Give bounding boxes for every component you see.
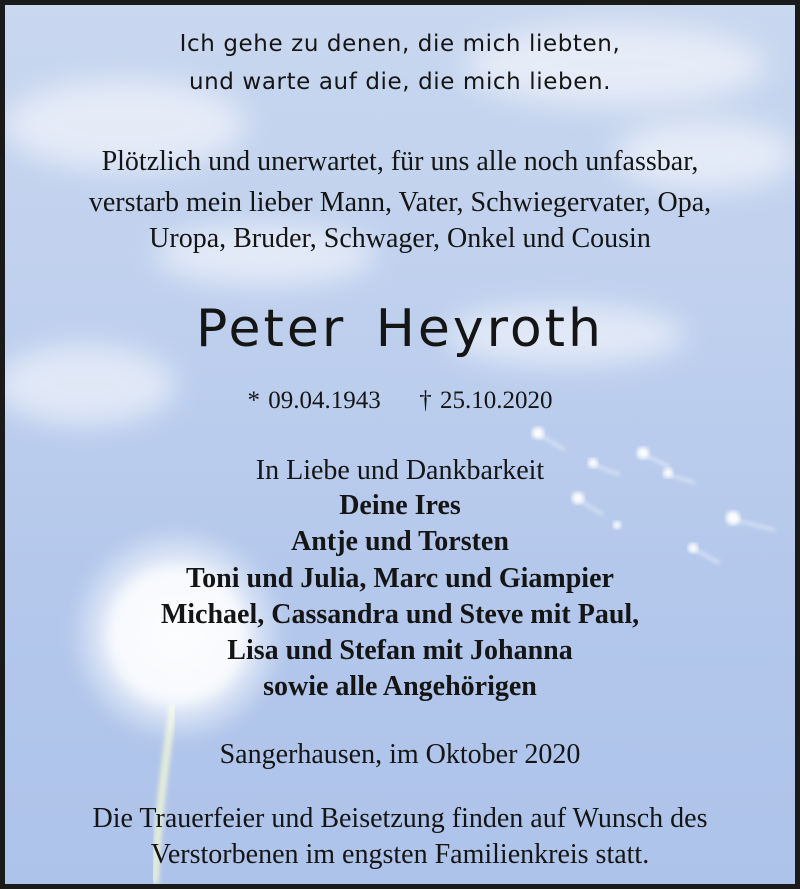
place-date: Sangerhausen, im Oktober 2020 (219, 739, 581, 770)
mourner-name: Lisa und Stefan mit Johanna (227, 635, 573, 666)
mourner-name: Antje und Torsten (291, 526, 509, 557)
funeral-note-line-2: Verstorbenen im engsten Familienkreis statt. (150, 839, 650, 870)
mourner-name: Deine Ires (339, 490, 461, 521)
birth-date: * 09.04.1943 (247, 387, 381, 414)
deceased-name: Peter Heyroth (195, 299, 605, 359)
announcement-line-2: verstarb mein lieber Mann, Vater, Schwiegervater, Opa, (88, 187, 712, 218)
death-date: † 25.10.2020 (419, 387, 553, 414)
announcement-line-1: Plötzlich und unerwartet, für uns alle noch unfassbar, (101, 146, 699, 177)
mourner-name: Toni und Julia, Marc und Giampier (186, 563, 614, 594)
mourner-name: Michael, Cassandra und Steve mit Paul, (160, 599, 640, 630)
mourner-name: sowie alle Angehörigen (263, 671, 537, 702)
funeral-note-line-1: Die Trauerfeier und Beisetzung finden auf Wunsch des (92, 803, 708, 834)
life-dates (5, 387, 795, 415)
announcement-line-3: Uropa, Bruder, Schwager, Onkel und Cousin (149, 223, 651, 254)
motto-line-2: und warte auf die, die mich lieben. (188, 69, 612, 95)
motto-line-1: Ich gehe zu denen, die mich liebten, (179, 31, 621, 57)
mourners-intro: In Liebe und Dankbarkeit (255, 455, 545, 486)
